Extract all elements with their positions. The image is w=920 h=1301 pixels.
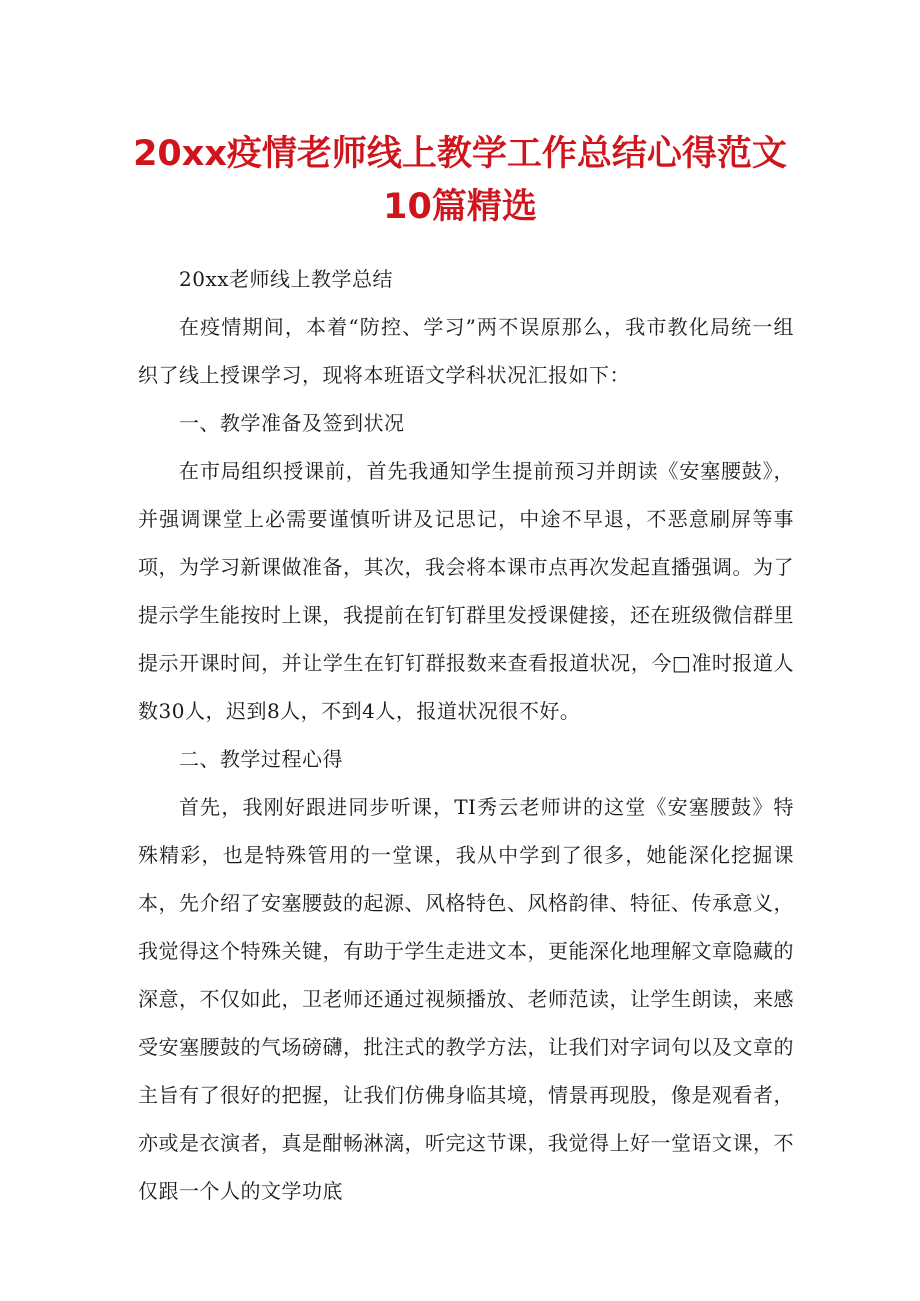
section-subtitle: 20xx老师线上教学总结 xyxy=(179,267,394,291)
section-heading-process: 二、教学过程心得 xyxy=(179,747,343,771)
section-heading-preparation: 一、教学准备及签到状况 xyxy=(179,411,405,435)
document-title-line1: 20xx疫情老师线上教学工作总结心得范文 xyxy=(133,134,787,174)
document-title-line2: 10篇精选 xyxy=(383,187,537,227)
paragraph-intro: 在疫情期间，本着“防控、学习”两不误原那么，我市教化局统一组织了线上授课学习，现将本班语文学科状况汇报如下： xyxy=(138,315,794,387)
paragraph-preparation: 在市局组织授课前，首先我通知学生提前预习并朗读《安塞腰鼓》，并强调课堂上必需要谨慎听讲及记思记，中途不早退，不恶意刷屏等事项，为学习新课做准备，其次，我会将本课市点再次发起直播强调。为了提示学生能按时上课，我提前在钉钉群里发授课健接，还在班级微信群里提示开课时间，并让学生在钉钉群报数来查看报道状况，今□准时报道人数30人，迟到8人，不到4人，报道状况很不好。 xyxy=(138,459,794,723)
paragraph-process: 首先，我刚好跟进同步听课，TI秀云老师讲的这堂《安塞腰鼓》特殊精彩，也是特殊管用的一堂课，我从中学到了很多，她能深化挖掘课本，先介绍了安塞腰鼓的起源、风格特色、风格韵律、特征、传承意义，我觉得这个特殊关键，有助于学生走进文本，更能深化地理解文章隐藏的深意，不仅如此，卫老师还通过视频播放、老师范读，让学生朗读，来感受安塞腰鼓的气场磅礴，批注式的教学方法，让我们对字词句以及文章的主旨有了很好的把握，让我们仿佛身临其境，情景再现股，像是观看者，亦或是衣演者，真是酣畅淋漓，听完这节课，我觉得上好一堂语文课，不仅跟一个人的文学功底 xyxy=(138,795,794,1203)
document-body xyxy=(138,255,794,1215)
